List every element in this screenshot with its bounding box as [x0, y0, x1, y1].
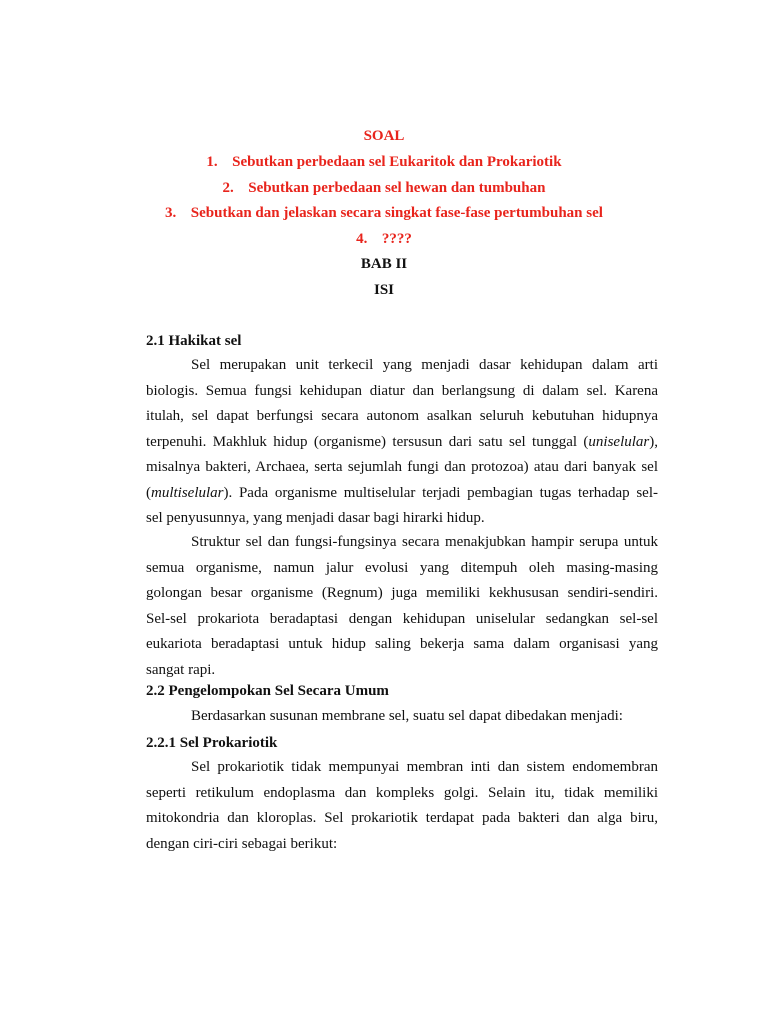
- text-segment: ). Pada organisme multiselular terjadi pembagian tugas terhadap sel-: [223, 484, 658, 501]
- soal-item-text: Sebutkan perbedaan sel hewan dan tumbuhan: [248, 180, 546, 196]
- text-line: eukariota beradaptasi untuk hidup saling bekerja sama dalam organisasi yang: [146, 636, 658, 652]
- text-line: seperti retikulum endoplasma dan kompleks golgi. Selain itu, tidak memiliki: [146, 784, 658, 801]
- text-line: Sel prokariotik tidak mempunyai membran inti dan sistem endomembran: [191, 759, 658, 775]
- soal-item-text: Sebutkan perbedaan sel Eukaritok dan Prokariotik: [232, 154, 562, 170]
- text-line: [146, 481, 658, 507]
- text-line: Struktur sel dan fungsi-fungsinya secara menakjubkan hampir serupa untuk: [191, 534, 658, 550]
- soal-item-number: 3.: [165, 205, 177, 221]
- text-line: [146, 430, 658, 456]
- soal-item-number: 4.: [356, 231, 368, 247]
- paragraph-sel-prokariotik: [146, 755, 658, 857]
- text-line: golongan besar organisme (Regnum) juga memiliki kekhususan sendiri-sendiri.: [146, 585, 658, 601]
- text-line: Sel merupakan unit terkecil yang menjadi dasar kehidupan dalam arti: [191, 357, 658, 373]
- section-heading-2-1: 2.1 Hakikat sel: [146, 333, 242, 349]
- section-heading-2-2: 2.2 Pengelompokan Sel Secara Umum: [146, 683, 389, 699]
- text-segment: ),: [649, 433, 658, 450]
- soal-item-number: 1.: [206, 154, 218, 170]
- text-segment: terpenuhi. Makhluk hidup (organisme) tersusun dari satu sel tunggal (: [146, 433, 589, 450]
- text-segment: (: [146, 484, 151, 501]
- text-line: dengan ciri-ciri sebagai berikut:: [146, 835, 338, 852]
- section-heading-2-2-1: 2.2.1 Sel Prokariotik: [146, 735, 278, 751]
- text-line: sel penyusunnya, yang menjadi dasar bagi hirarki hidup.: [146, 510, 485, 526]
- soal-item-number: 2.: [222, 180, 234, 196]
- italic-term: multiselular: [151, 484, 224, 501]
- soal-item-4: [0, 231, 768, 248]
- text-line: biologis. Semua fungsi kehidupan diatur dan berlangsung di dalam sel. Karena: [146, 382, 658, 399]
- chapter-label: BAB II: [360, 256, 408, 272]
- paragraph-hakikat-sel-2: [146, 530, 658, 683]
- soal-item-3: [0, 205, 768, 222]
- soal-item-1: [0, 154, 768, 171]
- text-line: mitokondria dan kloroplas. Sel prokariotik terdapat pada bakteri dan alga biru,: [146, 810, 658, 826]
- text-line: itulah, sel dapat berfungsi secara autonom asalkan seluruh kebutuhan hidupnya: [146, 408, 658, 424]
- paragraph-pengelompokan: [146, 704, 658, 730]
- italic-term: uniselular: [588, 433, 650, 450]
- soal-title: SOAL: [363, 128, 405, 144]
- text-line: semua organisme, namun jalur evolusi yang ditempuh oleh masing-masing: [146, 559, 658, 576]
- text-line: Sel-sel prokariota beradaptasi dengan kehidupan uniselular sedangkan sel-sel: [146, 610, 658, 627]
- soal-item-text: Sebutkan dan jelaskan secara singkat fase-fase pertumbuhan sel: [190, 205, 603, 221]
- soal-item-text: ????: [381, 231, 412, 247]
- soal-item-2: [0, 180, 768, 197]
- text-line: misalnya bakteri, Archaea, serta sejumlah fungi dan protozoa) atau dari banyak sel: [146, 459, 658, 475]
- text-line: Berdasarkan susunan membrane sel, suatu sel dapat dibedakan menjadi:: [191, 708, 623, 724]
- text-line: sangat rapi.: [146, 661, 216, 678]
- paragraph-hakikat-sel-1: [146, 353, 658, 532]
- chapter-title: ISI: [373, 282, 395, 298]
